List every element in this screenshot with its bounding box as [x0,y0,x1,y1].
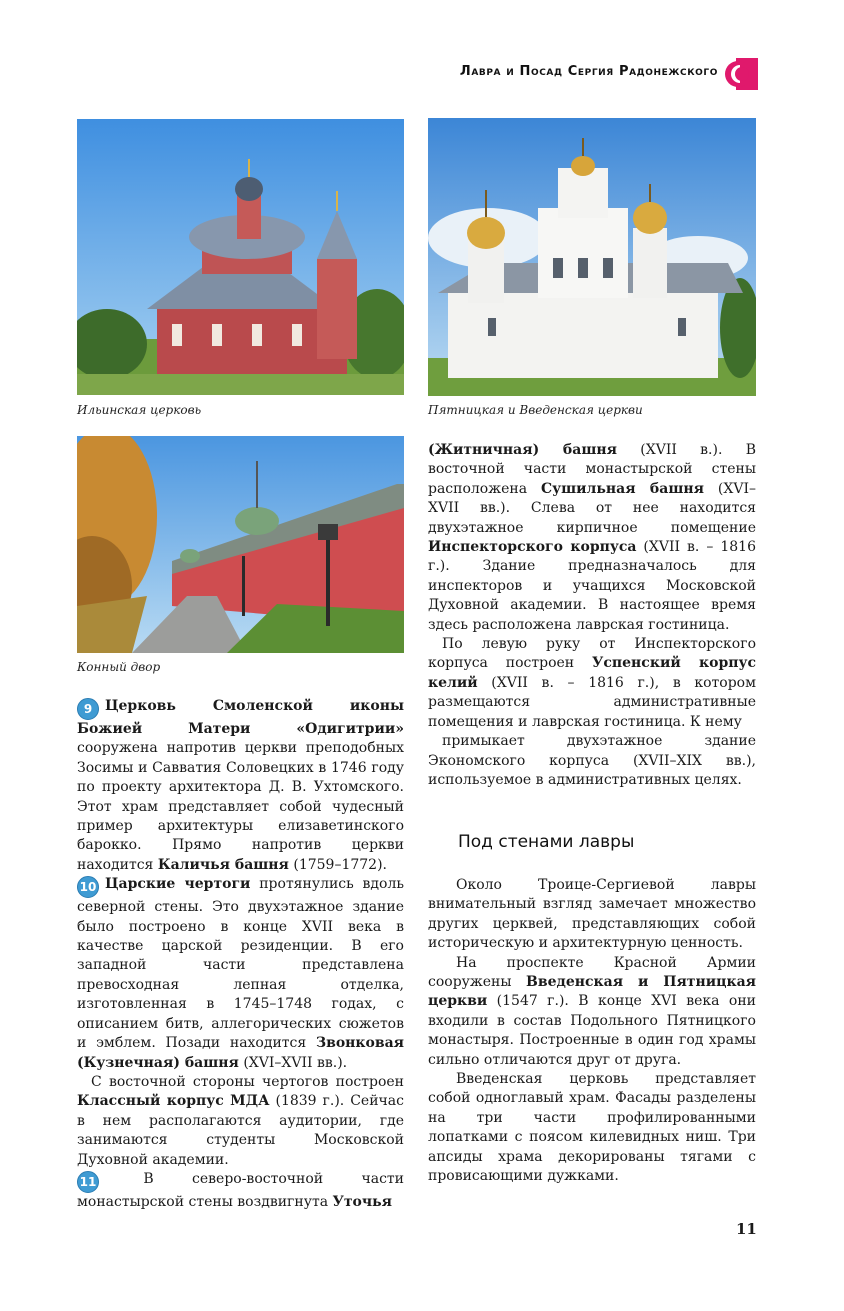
paragraph: 9 Церковь Смоленской иконы Божией Матери «Одигитрии» сооружена напротив церкви преподобных Зосимы и Савватия Соловецких в 1746 году по проекту архитектора Д. В. Ухтомского. Этот храм представляет собой чудесный пример архитектуры елизаветинского барокко. Прямо напротив церкви находится Каличья башня (1759–1772). [77,698,404,873]
right-column-upper [428,441,756,790]
paragraph: (Житничная) башня (XVII в.). В восточной части монастырской стены расположена Сушильная башня (XVI–XVII вв.). Слева от нее находится двухэтажное кирпичное помещение Инспекторского корпуса (XVII в. – 1816 г.). Здание предназначалось для инспекторов и учащихся Московской Духовной академии. В настоящее время здесь расположена лаврская гостиница. [428,442,756,633]
paragraph: 11 В северо-восточной части монастырской стены воздвигнута Уточья [77,1170,404,1210]
paragraph: По левую руку от Инспекторского корпуса построен Успенский корпус келий (XVII в. – 1816 г.), в котором размещаются административные помещения и лаврская гостиница. К нему [428,636,756,730]
paragraph: С восточной стороны чертогов построен Классный корпус МДА (1839 г.). Сейчас в нем располагаются аудитории, где занимаются студенты Московской Духовной академии. [77,1073,404,1168]
running-header: Лавра и Посад Сергия Радонежского [459,64,718,79]
photo-caption: Пятницкая и Введенская церкви [428,403,643,417]
paragraph: примыкает двухэтажное здание Экономского корпуса (XVII–XIX вв.), используемое в административных целях. [428,733,756,788]
marker-10-icon: 10 [77,876,99,898]
section-heading: Под стенами лавры [458,832,635,852]
paragraph: На проспекте Красной Армии сооружены Введенская и Пятницкая церкви (1547 г.). В конце XVI века они входили в состав Подольного Пятницкого монастыря. Построенные в один год храмы сильно отличаются друг от друга. [428,954,756,1068]
photo-caption: Ильинская церковь [77,403,202,417]
chapter-tab-icon [722,58,758,90]
page-number: 11 [736,1220,757,1238]
photo-pyatnitskaya-vvedenskaya-churches [428,118,756,396]
paragraph: 10 Царские чертоги протянулись вдоль северной стены. Это двухэтажное здание было построено в конце XVII века в качестве царской резиденции. В его западной части представлена превосходная лепная отделка, изготовленная в 1745–1748 годах, с описанием битв, аллегорических сюжетов и эмблем. Позади находится Звонковая (Кузнечная) башня (XVI–XVII вв.). [77,876,404,1071]
marker-11-icon: 11 [77,1171,99,1193]
photo-caption: Конный двор [77,660,161,674]
right-column-lower [428,876,756,1187]
photo-konny-dvor [77,436,404,653]
photo-ilyinskaya-church [77,119,404,395]
paragraph: Введенская церковь представляет собой одноглавый храм. Фасады разделены на три части профилированными лопатками с поясом килевидных ниш. Три апсиды храма декорированы тягами с провисающими дужками. [428,1071,756,1185]
paragraph: Около Троице-Сергиевой лавры внимательный взгляд замечает множество других церквей, представляющих собой историческую и архитектурную ценность. [428,877,756,952]
left-column [77,697,404,1212]
marker-9-icon: 9 [77,698,99,720]
